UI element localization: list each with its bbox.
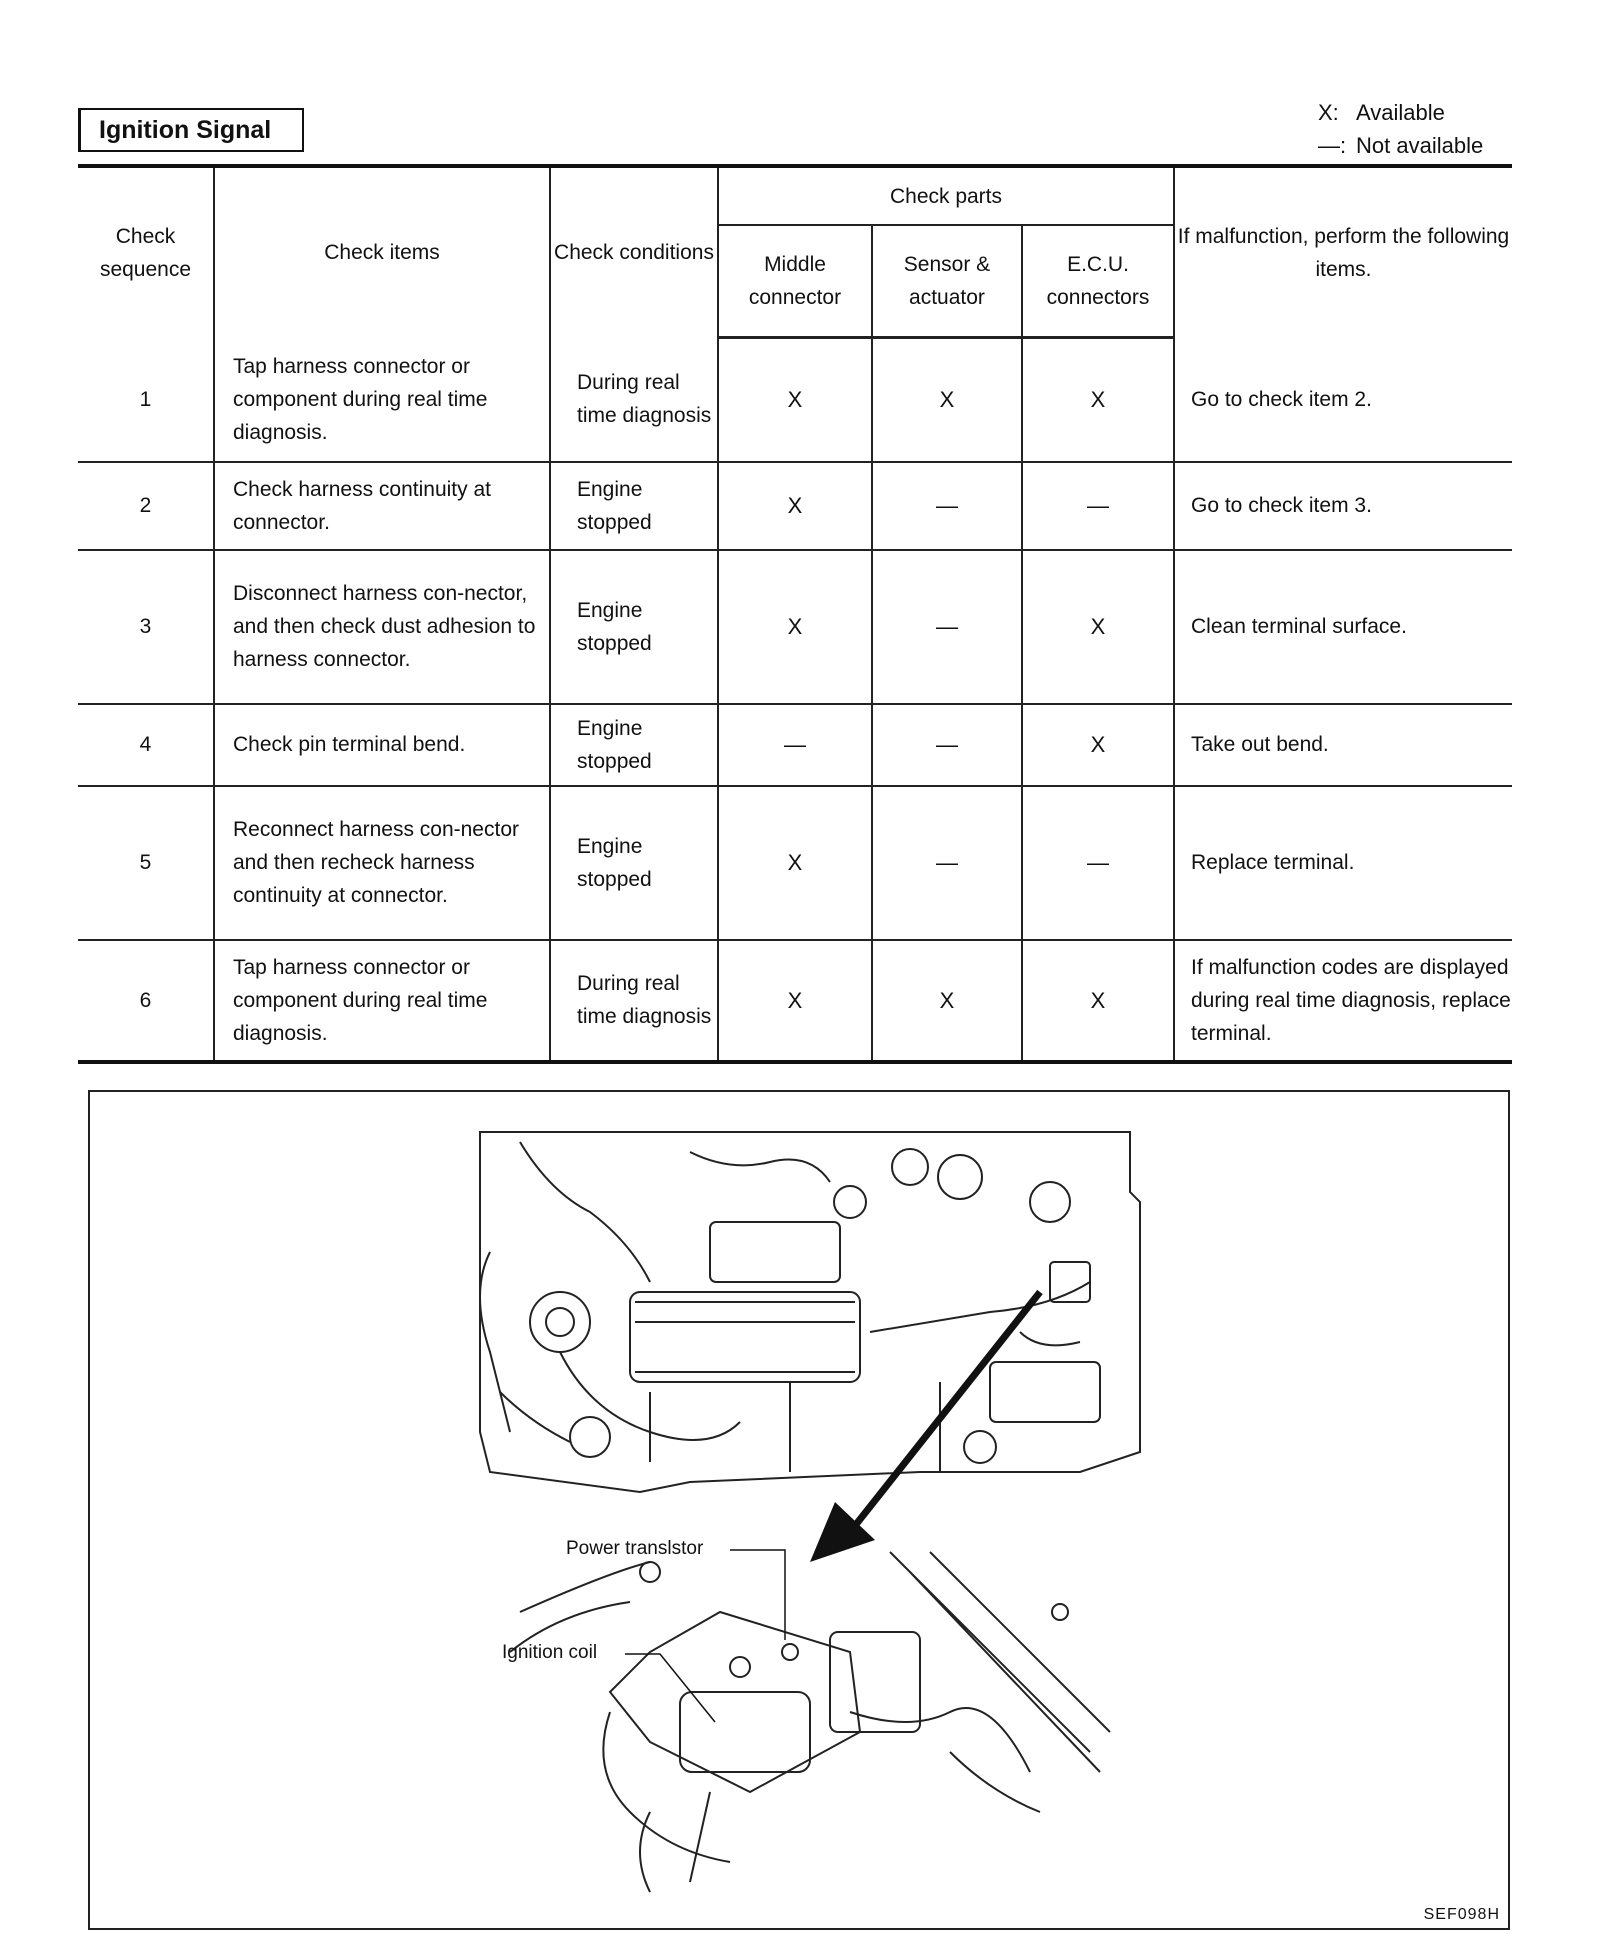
row-middle-mark: — — [718, 704, 872, 786]
row-middle-mark: X — [718, 940, 872, 1062]
row-sensor-mark: X — [872, 940, 1022, 1062]
legend — [1318, 96, 1483, 162]
row-middle-mark: X — [718, 786, 872, 940]
row-item: Tap harness connector or component during real time diagnosis. — [214, 940, 550, 1062]
row-action: Go to check item 3. — [1174, 462, 1512, 550]
row-ecu-mark: X — [1022, 940, 1174, 1062]
legend-symbol: —: — [1318, 133, 1347, 158]
row-ecu-mark: X — [1022, 550, 1174, 704]
row-sequence: 5 — [78, 786, 214, 940]
header-action: If malfunction, perform the following items. — [1174, 166, 1512, 338]
row-ecu-mark: — — [1022, 786, 1174, 940]
row-sensor-mark: — — [872, 462, 1022, 550]
row-sensor-mark: X — [872, 338, 1022, 462]
row-middle-mark: X — [718, 462, 872, 550]
table-row — [78, 338, 1512, 462]
row-sequence: 4 — [78, 704, 214, 786]
row-condition: During real time diagnosis — [550, 940, 718, 1062]
check-table — [78, 164, 1512, 1064]
row-sensor-mark: — — [872, 786, 1022, 940]
ignition-coil-label: Ignition coil — [502, 1642, 598, 1663]
row-sequence: 3 — [78, 550, 214, 704]
row-action: Clean terminal surface. — [1174, 550, 1512, 704]
table-row — [78, 550, 1512, 704]
header-middle-connector: Middle connector — [718, 225, 872, 338]
row-item: Tap harness connector or component during real time diagnosis. — [214, 338, 550, 462]
legend-meaning: Available — [1356, 100, 1445, 125]
section-title: Ignition Signal — [78, 108, 304, 152]
row-ecu-mark: X — [1022, 704, 1174, 786]
pointer-arrow-shaft — [850, 1292, 1040, 1532]
engine-figure — [88, 1090, 1510, 1930]
row-sequence: 6 — [78, 940, 214, 1062]
legend-not-available — [1318, 129, 1483, 162]
header-check-parts: Check parts — [718, 166, 1174, 225]
row-condition: Engine stopped — [550, 550, 718, 704]
row-ecu-mark: X — [1022, 338, 1174, 462]
row-action: Replace terminal. — [1174, 786, 1512, 940]
row-item: Reconnect harness con-nector and then recheck harness continuity at connector. — [214, 786, 550, 940]
legend-symbol: X: — [1318, 100, 1339, 125]
table-row — [78, 704, 1512, 786]
header-ecu-connectors: E.C.U. connectors — [1022, 225, 1174, 338]
row-condition: Engine stopped — [550, 462, 718, 550]
table-row — [78, 940, 1512, 1062]
ignition-detail-view — [510, 1552, 1110, 1892]
callout-leaders — [625, 1550, 785, 1722]
row-condition: Engine stopped — [550, 704, 718, 786]
table-row — [78, 786, 1512, 940]
legend-available — [1318, 96, 1483, 129]
row-condition: During real time diagnosis — [550, 338, 718, 462]
header-sequence: Check sequence — [78, 166, 214, 338]
header-sensor-actuator: Sensor & actuator — [872, 225, 1022, 338]
row-condition: Engine stopped — [550, 786, 718, 940]
row-action: Take out bend. — [1174, 704, 1512, 786]
row-item: Disconnect harness con-nector, and then check dust adhesion to harness connector. — [214, 550, 550, 704]
engine-illustration — [90, 1092, 1510, 1930]
row-ecu-mark: — — [1022, 462, 1174, 550]
engine-bay-overview — [480, 1132, 1140, 1492]
header-conditions: Check conditions — [550, 166, 718, 338]
row-middle-mark: X — [718, 338, 872, 462]
row-sensor-mark: — — [872, 550, 1022, 704]
row-item: Check harness continuity at connector. — [214, 462, 550, 550]
row-item: Check pin terminal bend. — [214, 704, 550, 786]
row-sequence: 2 — [78, 462, 214, 550]
table-row — [78, 462, 1512, 550]
row-middle-mark: X — [718, 550, 872, 704]
figure-code: SEF098H — [1423, 1906, 1500, 1923]
header-items: Check items — [214, 166, 550, 338]
row-action: If malfunction codes are displayed during real time diagnosis, replace terminal. — [1174, 940, 1512, 1062]
row-sequence: 1 — [78, 338, 214, 462]
power-transistor-label: Power translstor — [566, 1538, 704, 1559]
row-sensor-mark: — — [872, 704, 1022, 786]
row-action: Go to check item 2. — [1174, 338, 1512, 462]
legend-meaning: Not available — [1356, 133, 1484, 158]
